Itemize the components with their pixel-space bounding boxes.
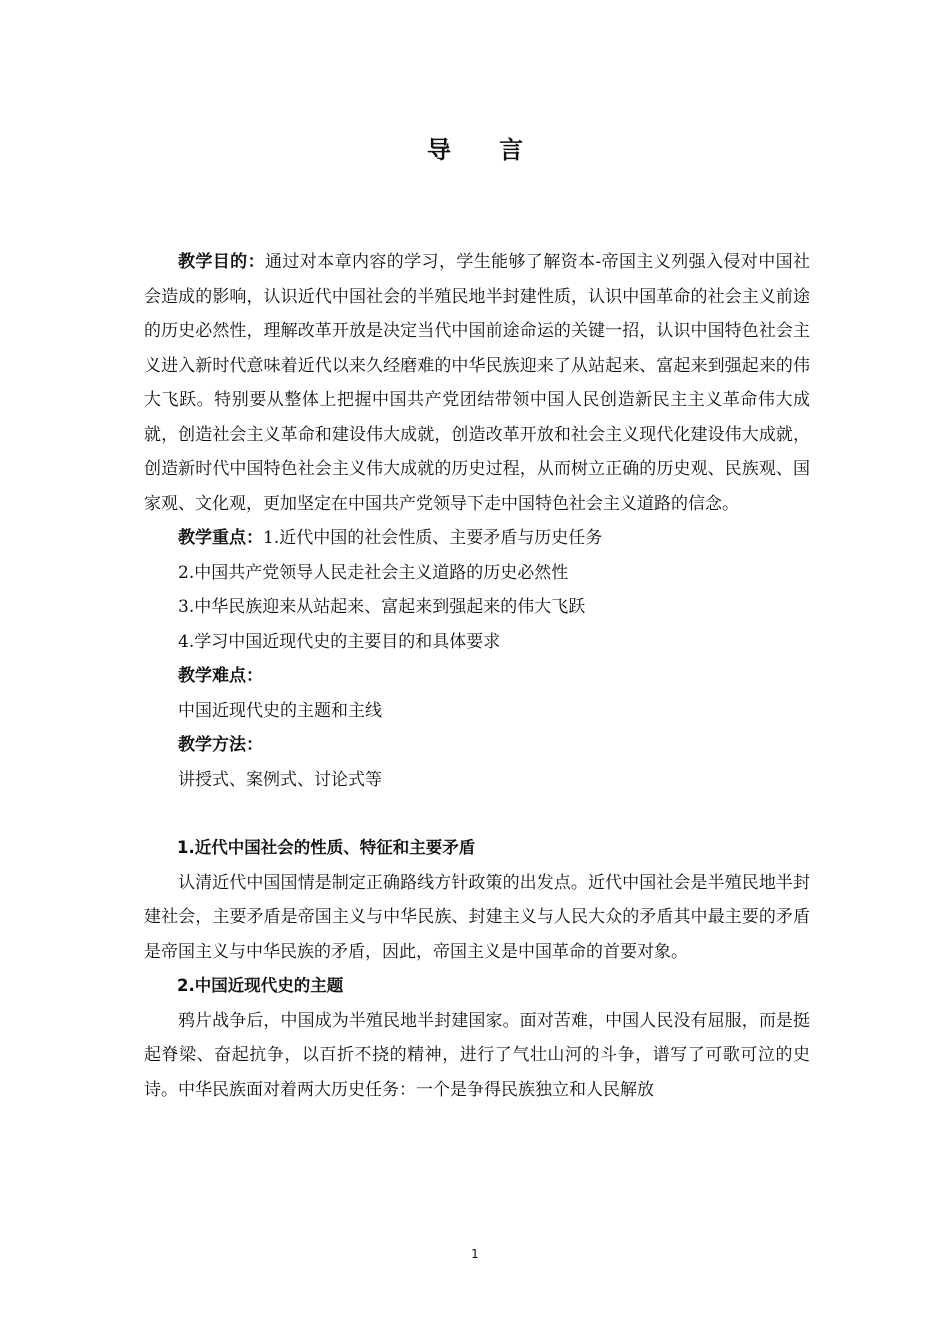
key-point-3: 3.中华民族迎来从站起来、富起来到强起来的伟大飞跃 (178, 597, 586, 617)
section-1-heading: 1.近代中国社会的性质、特征和主要矛盾 (177, 838, 476, 857)
key-point-4: 4.学习中国近现代史的主要目的和具体要求 (178, 631, 501, 652)
document-body (144, 245, 810, 1107)
difficulties-label: 教学难点： (178, 666, 263, 686)
methods-label: 教学方法： (178, 735, 263, 755)
section-1-text: 认清近代中国国情是制定正确路线方针政策的出发点。近代中国社会是半殖民地半封建社会，主要矛盾是帝国主义与中华民族、封建主义与人民大众的矛盾其中最主要的矛盾是帝国主义与中华民族的矛盾，因此，帝国主义是中国革命的首要对象。 (144, 872, 810, 962)
page-number: 1 (471, 1247, 479, 1261)
key-point-1: 1.近代中国的社会性质、主要矛盾与历史任务 (263, 528, 603, 548)
key-points-label: 教学重点： (178, 528, 263, 548)
objective-label: 教学目的： (178, 252, 265, 272)
key-points-line (144, 521, 810, 556)
page-title: 导 言 (426, 136, 544, 164)
section-2-text: 鸦片战争后，中国成为半殖民地半封建国家。面对苦难，中国人民没有屈服，而是挺起脊梁、奋起抗争，以百折不挠的精神，进行了气壮山河的斗争，谱写了可歌可泣的史诗。中华民族面对着两大历史任务：一个是争得民族独立和人民解放 (144, 1010, 810, 1100)
section-spacer (144, 797, 810, 831)
objective-text: 通过对本章内容的学习，学生能够了解资本-帝国主义列强入侵对中国社会造成的影响，认识近代中国社会的半殖民地半封建性质，认识中国革命的社会主义前途的历史必然性，理解改革开放是决定当代中国前途命运的关键一招，认识中国特色社会主义进入新时代意味着近代以来久经磨难的中华民族迎来了从站起来、富起来到强起来的伟大飞跃。特别要从整体上把握中国共产党团结带领中国人民创造新民主主义革命伟大成就，创造社会主义革命和建设伟大成就，创造改革开放和社会主义现代化建设伟大成就，创造新时代中国特色社会主义伟大成就的历史过程，从而树立正确的历史观、民族观、国家观、文化观，更加坚定在中国共产党领导下走中国特色社会主义道路的信念。 (144, 252, 810, 514)
teaching-objective (144, 245, 810, 521)
methods-text: 讲授式、案例式、讨论式等 (178, 769, 382, 790)
key-point-2: 2.中国共产党领导人民走社会主义道路的历史必然性 (178, 562, 569, 583)
difficulties-text: 中国近现代史的主题和主线 (178, 700, 382, 721)
section-2-heading: 2.中国近现代史的主题 (177, 976, 344, 995)
